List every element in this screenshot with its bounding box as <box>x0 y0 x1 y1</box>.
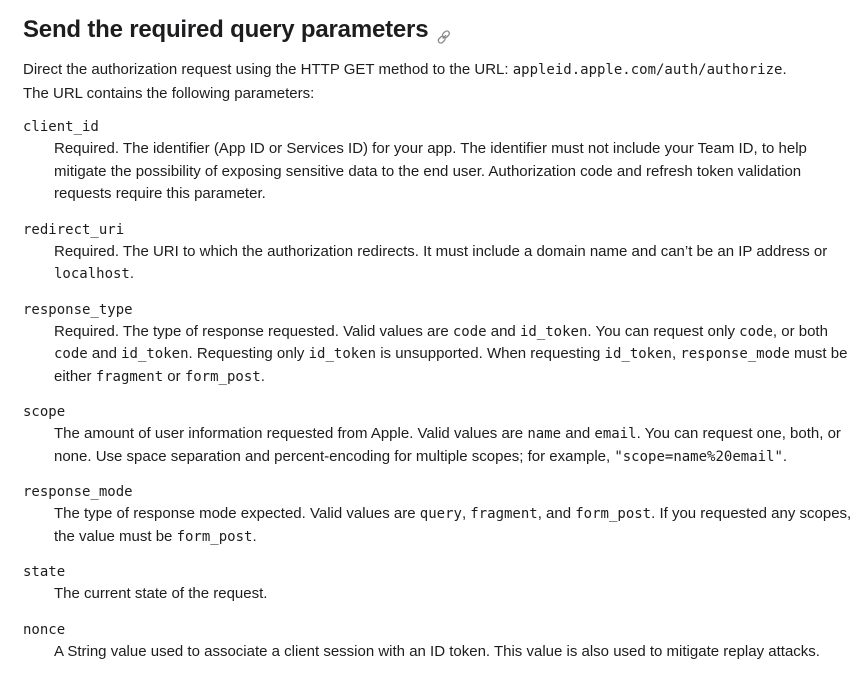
inline-code: form_post <box>575 506 652 522</box>
inline-code: "scope=name%20email" <box>614 448 783 465</box>
param-term-scope: scope <box>23 404 66 420</box>
param-desc-nonce: A String value used to associate a client session with an ID token. This value is also used to mitigate replay attacks. <box>54 642 820 660</box>
desc-text: , and <box>537 505 576 522</box>
param-desc-redirect-uri <box>54 241 853 286</box>
param-desc-response-type <box>54 321 853 389</box>
desc-text: Required. The type of response requested. Valid values are <box>54 322 453 340</box>
inline-code: id_token <box>308 346 377 362</box>
inline-code: code <box>452 323 487 340</box>
desc-text: . <box>782 447 788 465</box>
param-term-redirect-uri: redirect_uri <box>23 221 125 238</box>
inline-code: localhost <box>54 266 130 282</box>
desc-text: must be either <box>54 345 848 385</box>
desc-text: . You can request only <box>587 322 740 340</box>
intro-text: The URL contains the following parameters: <box>23 85 315 102</box>
desc-text: and <box>561 425 595 442</box>
param-desc-state: The current state of the request. <box>54 585 268 602</box>
desc-text: , or both <box>772 322 828 340</box>
inline-code: response_mode <box>680 346 790 362</box>
param-desc-scope <box>54 423 853 468</box>
desc-text: . <box>260 367 265 385</box>
inline-code: id_token <box>519 323 588 340</box>
desc-text: . You can request one, both, or none. Use space separation and percent-encoding for multiple scopes; for example, <box>54 425 841 465</box>
desc-text: . Requesting only <box>188 345 309 362</box>
link-icon[interactable] <box>436 24 452 40</box>
intro-paragraph <box>23 58 853 105</box>
inline-code: id_token <box>604 346 672 362</box>
inline-code: query <box>419 506 462 522</box>
intro-text: . <box>782 61 787 78</box>
inline-code: form_post <box>176 528 253 545</box>
inline-code: email <box>594 426 637 442</box>
auth-url: appleid.apple.com/auth/authorize <box>512 62 783 78</box>
desc-text: or <box>163 367 185 385</box>
desc-text: , <box>671 345 681 362</box>
desc-text: and <box>486 322 520 340</box>
inline-code: code <box>54 346 88 362</box>
param-desc-client-id: Required. The identifier (App ID or Services ID) for your app. The identifier must not include your Team ID, to help mitigate the possibility of exposing sensitive data to the end user. Authorization code and refresh token validation requests require this parameter. <box>54 140 807 202</box>
intro-text: method to the URL: <box>374 61 513 78</box>
param-term-response-mode: response_mode <box>23 484 133 500</box>
desc-text: The type of response mode expected. Valid values are <box>54 505 420 522</box>
param-term-client-id: client_id <box>23 119 99 135</box>
param-term-response-type: response_type <box>23 301 133 318</box>
desc-text: Required. The URI to which the authorization redirects. It must include a domain name and can’t be an IP address or <box>54 242 828 260</box>
section-heading <box>23 16 853 44</box>
desc-text: The amount of user information requested from Apple. Valid values are <box>54 425 528 442</box>
intro-text: Direct the authorization request using the HTTP <box>23 61 344 78</box>
desc-text: . <box>129 265 135 282</box>
inline-code: id_token <box>121 346 189 362</box>
desc-text: . <box>252 527 257 545</box>
param-term-nonce: nonce <box>23 621 66 638</box>
http-method: GET <box>343 61 375 78</box>
heading-text: Send the required query parameters <box>23 16 429 43</box>
inline-code: code <box>739 323 773 340</box>
inline-code: form_post <box>184 368 261 385</box>
inline-code: fragment <box>95 368 164 385</box>
desc-text: , <box>461 505 471 522</box>
inline-code: fragment <box>470 506 538 522</box>
desc-text: . If you requested any scopes, the value must be <box>54 505 852 545</box>
param-desc-response-mode <box>54 503 853 548</box>
desc-text: and <box>87 345 122 362</box>
desc-text: is unsupported. When requesting <box>376 345 605 362</box>
param-term-state: state <box>23 564 66 580</box>
parameter-list <box>23 117 853 663</box>
inline-code: name <box>527 426 562 442</box>
